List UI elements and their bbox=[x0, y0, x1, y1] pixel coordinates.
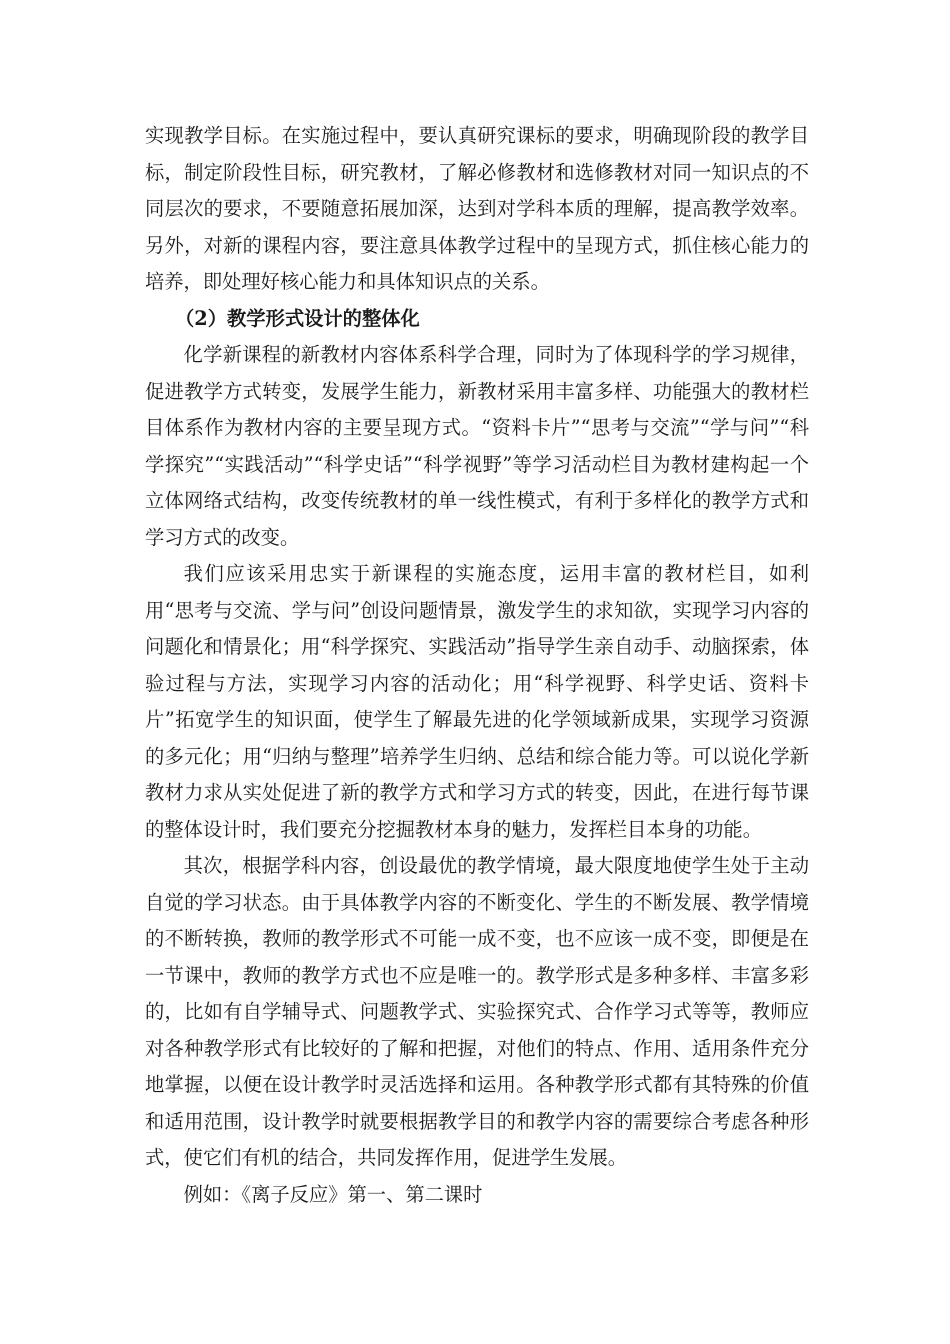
section-heading: （2）教学形式设计的整体化 bbox=[175, 306, 420, 330]
paragraph-textbook-columns: 化学新课程的新教材内容体系科学合理，同时为了体现科学的学习规律，促进教学方式转变，发展学生能力，新教材采用丰富多样、功能强大的教材栏目体系作为教材内容的主要呈现方式。“资料卡片”“思考与交流”“学与问”“科学探究”“实践活动”“科学史话”“科学视野”等学习活动栏目为教材建构起一个立体网络式结构，改变传统教材的单一线性模式，有利于多样化的教学方式和学习方式的改变。 bbox=[145, 343, 809, 549]
paragraph-teaching-approach: 我们应该采用忠实于新课程的实施态度，运用丰富的教材栏目，如利用“思考与交流、学与问”创设问题情景，激发学生的求知欲，实现学习内容的问题化和情景化；用“科学探究、实践活动”指导学生亲自动手、动脑探索，体验过程与方法，实现学习内容的活动化；用“科学视野、科学史话、资料卡片”拓宽学生的知识面，使学生了解最先进的化学领域新成果，实现学习资源的多元化；用“归纳与整理”培养学生归纳、总结和综合能力等。可以说化学新教材力求从实处促进了新的教学方式和学习方式的转变，因此，在进行每节课的整体设计时，我们要充分挖掘教材本身的魅力，发挥栏目本身的功能。 bbox=[145, 562, 809, 841]
paragraph-teaching-forms: 其次，根据学科内容，创设最优的教学情境，最大限度地使学生处于主动自觉的学习状态。由于具体教学内容的不断变化、学生的不断发展、教学情境的不断转换，教师的教学形式不可能一成不变，也不应该一成不变，即便是在一节课中，教师的教学方式也不应是唯一的。教学形式是多种多样、丰富多彩的，比如有自学辅导式、问题教学式、实验探究式、合作学习式等等，教师应对各种教学形式有比较好的了解和把握，对他们的特点、作用、适用条件充分地掌握，以便在设计教学时灵活选择和运用。各种教学形式都有其特殊的价值和适用范围，设计教学时就要根据教学目的和教学内容的需要综合考虑各种形式，使它们有机的结合，共同发挥作用，促进学生发展。 bbox=[145, 854, 809, 1169]
paragraph-example: 例如：《离子反应》第一、第二课时 bbox=[183, 1182, 483, 1206]
document-body bbox=[145, 118, 809, 1213]
paragraph-continuation: 实现教学目标。在实施过程中，要认真研究课标的要求，明确现阶段的教学目标，制定阶段性目标，研究教材，了解必修教材和选修教材对同一知识点的不同层次的要求，不要随意拓展加深，达到对学科本质的理解，提高教学效率。另外，对新的课程内容，要注意具体教学过程中的呈现方式，抓住核心能力的培养，即处理好核心能力和具体知识点的关系。 bbox=[145, 124, 809, 293]
